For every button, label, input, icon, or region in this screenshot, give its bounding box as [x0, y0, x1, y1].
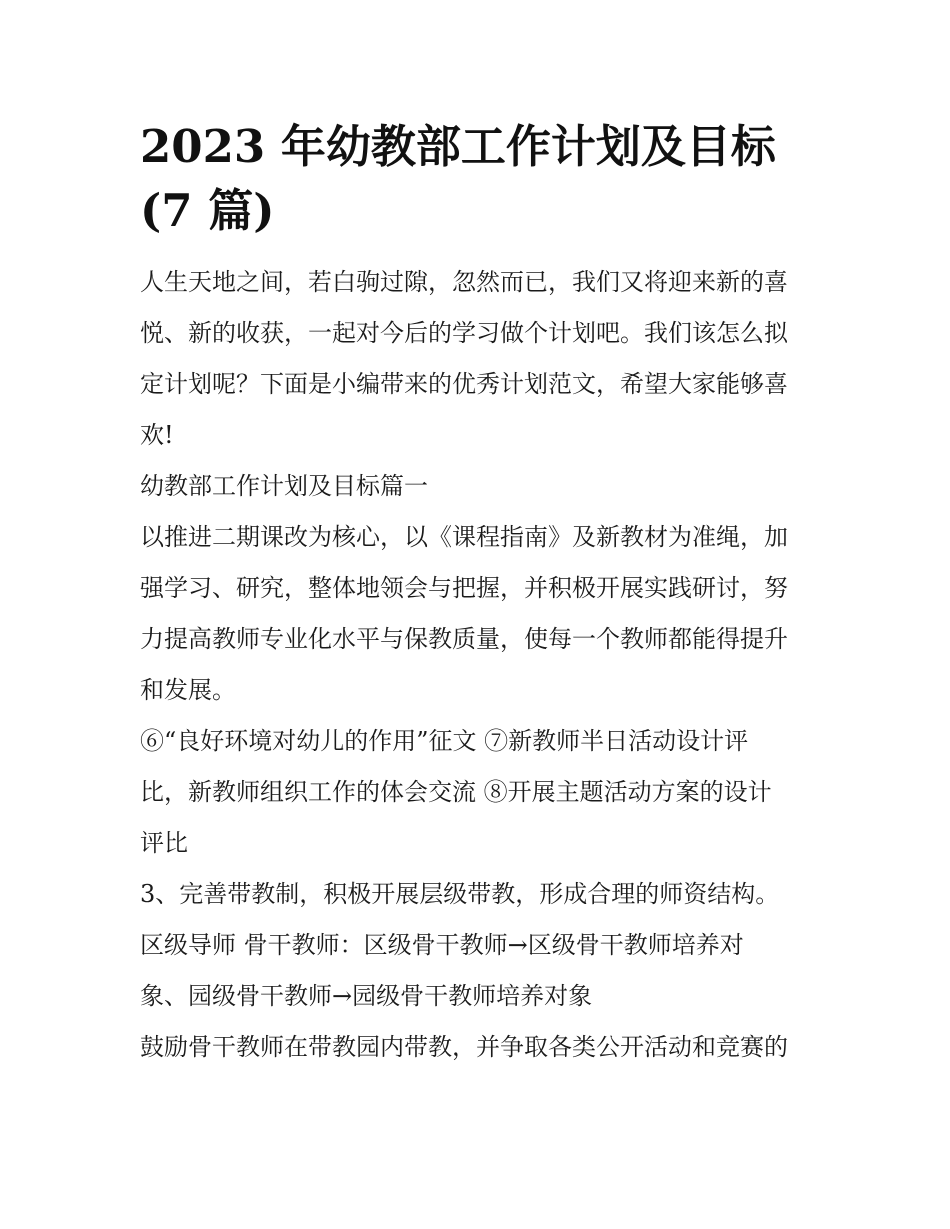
text-line: 幼教部工作计划及目标篇一: [140, 472, 428, 500]
text-line: 悦、新的收获，一起对今后的学习做个计划吧。我们该怎么拟: [140, 319, 788, 347]
section-heading: [140, 461, 812, 512]
text-line: 欢!: [140, 421, 174, 449]
text-line: 3、完善带教制，积极开展层级带教，形成合理的师资结构。: [140, 880, 780, 908]
text-line: 区级导师 骨干教师：区级骨干教师→区级骨干教师培养对: [140, 931, 744, 959]
text-line: 以推进二期课改为核心，以《课程指南》及新教材为准绳，加: [140, 523, 788, 551]
body-paragraph: [140, 1022, 812, 1073]
text-line: 强学习、研究，整体地领会与把握，并积极开展实践研讨，努: [140, 574, 788, 602]
body-paragraph: [140, 512, 812, 716]
body-paragraph: [140, 920, 812, 1022]
text-line: 定计划呢？下面是小编带来的优秀计划范文，希望大家能够喜: [140, 370, 788, 398]
body-paragraph: [140, 869, 812, 920]
text-line: 和发展。: [140, 676, 236, 704]
title-line: (7 篇): [140, 184, 275, 237]
text-line: ⑥“良好环境对幼儿的作用”征文 ⑦新教师半日活动设计评: [140, 727, 749, 755]
text-line: 比，新教师组织工作的体会交流 ⑧开展主题活动方案的设计: [140, 778, 772, 806]
document-body: [140, 115, 812, 1073]
intro-paragraph: [140, 257, 812, 461]
title-line: 2023 年幼教部工作计划及目标: [140, 120, 776, 173]
text-line: 鼓励骨干教师在带教园内带教，并争取各类公开活动和竞赛的: [140, 1033, 788, 1061]
document-title: [140, 115, 812, 243]
text-line: 人生天地之间，若白驹过隙，忽然而已，我们又将迎来新的喜: [140, 268, 788, 296]
body-paragraph: [140, 716, 812, 869]
text-line: 评比: [140, 829, 188, 857]
text-line: 力提高教师专业化水平与保教质量，使每一个教师都能得提升: [140, 625, 788, 653]
text-line: 象、园级骨干教师→园级骨干教师培养对象: [140, 982, 593, 1010]
